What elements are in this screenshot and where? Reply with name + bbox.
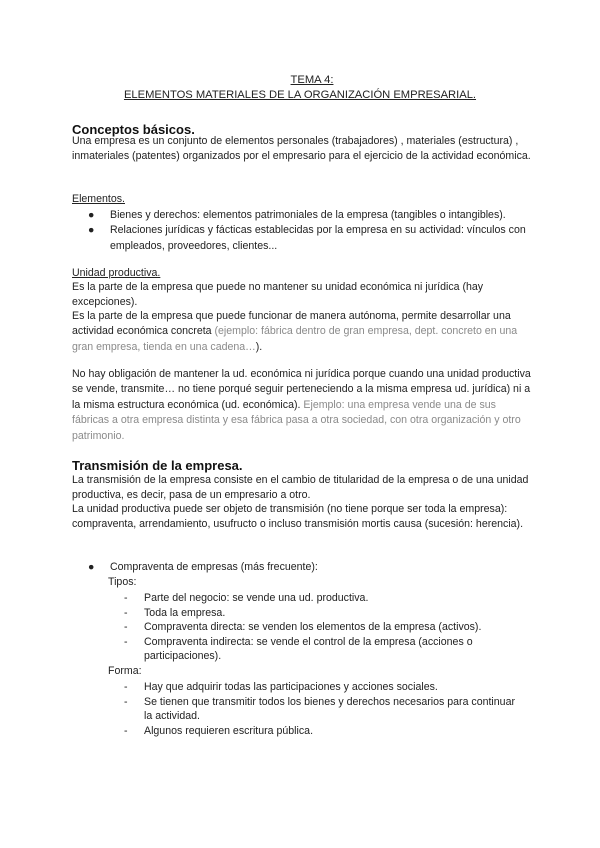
doc-title-line2: ELEMENTOS MATERIALES DE LA ORGANIZACIÓN EMPRESARIAL.: [123, 89, 477, 101]
forma-list: [124, 680, 524, 738]
dash-icon: -: [124, 724, 128, 737]
dash-icon: -: [124, 695, 128, 708]
para-unidad-3: No hay obligación de mantener la ud. económica ni jurídica porque cuando una unidad productiva se vende, transmite… no tiene porqué seguir perteneciendo a la misma empresa ud. jurídica) ni a la misma estructura económica (ud. económica). Ejemplo: una empresa vende una de sus fábricas a otra empresa distinta y esa fábrica pasa a otra sociedad, con otra organización y otro patrimonio.: [72, 368, 531, 442]
bullet-icon: ●: [88, 224, 95, 237]
list-item: - Compraventa indirecta: se vende el control de la empresa (acciones o participaciones).: [124, 635, 473, 662]
list-item: - Se tienen que transmitir todos los bienes y derechos necesarios para continuar la actividad.: [124, 695, 515, 722]
elementos-list: [82, 208, 534, 254]
doc-title-line1: TEMA 4:: [290, 74, 334, 86]
tipos-list: [124, 591, 524, 664]
label-forma: Forma:: [108, 665, 142, 677]
list-item: ● Bienes y derechos: elementos patrimoniales de la empresa (tangibles o intangibles).: [82, 208, 534, 223]
list-item: - Algunos requieren escritura pública.: [124, 724, 314, 737]
dash-icon: -: [124, 635, 128, 648]
para-transmision-1: La transmisión de la empresa consiste en el cambio de titularidad de la empresa o de una unidad productiva, es decir, pasa de un empresario a otro.: [72, 474, 529, 502]
dash-icon: -: [124, 592, 128, 604]
list-item: - Toda la empresa.: [124, 606, 226, 619]
compraventa-list: [82, 560, 534, 575]
subheading-unidad-productiva: Unidad productiva.: [72, 267, 161, 279]
subheading-elementos: Elementos.: [72, 193, 125, 205]
dash-icon: -: [124, 681, 128, 693]
label-tipos: Tipos:: [108, 576, 137, 588]
list-item: - Hay que adquirir todas las participaciones y acciones sociales.: [124, 681, 438, 693]
dash-icon: -: [124, 621, 128, 633]
dash-icon: -: [124, 606, 128, 619]
heading-conceptos: Conceptos básicos.: [72, 122, 195, 137]
list-item: ● Relaciones jurídicas y fácticas establecidas por la empresa en su actividad: vínculos con empleados, proveedores, clientes...: [88, 224, 526, 252]
bullet-icon: ●: [88, 561, 95, 573]
heading-transmision: Transmisión de la empresa.: [72, 458, 243, 473]
list-item: - Compraventa directa: se venden los elementos de la empresa (activos).: [124, 621, 482, 633]
list-item: - Parte del negocio: se vende una ud. productiva.: [124, 592, 369, 604]
para-unidad-1: Es la parte de la empresa que puede no mantener su unidad económica ni jurídica (hay excepciones).: [72, 281, 484, 309]
para-unidad-2: Es la parte de la empresa que puede funcionar de manera autónoma, permite desarrollar una actividad económica concreta (ejemplo: fábrica dentro de gran empresa, dept. concreto en una gran empresa, tienda en una cadena…).: [72, 310, 518, 353]
list-item: ● Compraventa de empresas (más frecuente):: [82, 560, 534, 575]
para-transmision-2: La unidad productiva puede ser objeto de transmisión (no tiene porque ser toda la empresa): compraventa, arrendamiento, usufructo o incluso transmisión mortis causa (sucesión: herencia).: [72, 503, 524, 531]
bullet-icon: ●: [88, 209, 95, 221]
para-definicion-empresa: Una empresa es un conjunto de elementos personales (trabajadores) , materiales (estructura) , inmateriales (patentes) organizados por el empresario para el ejercicio de la actividad económica.: [72, 135, 531, 163]
